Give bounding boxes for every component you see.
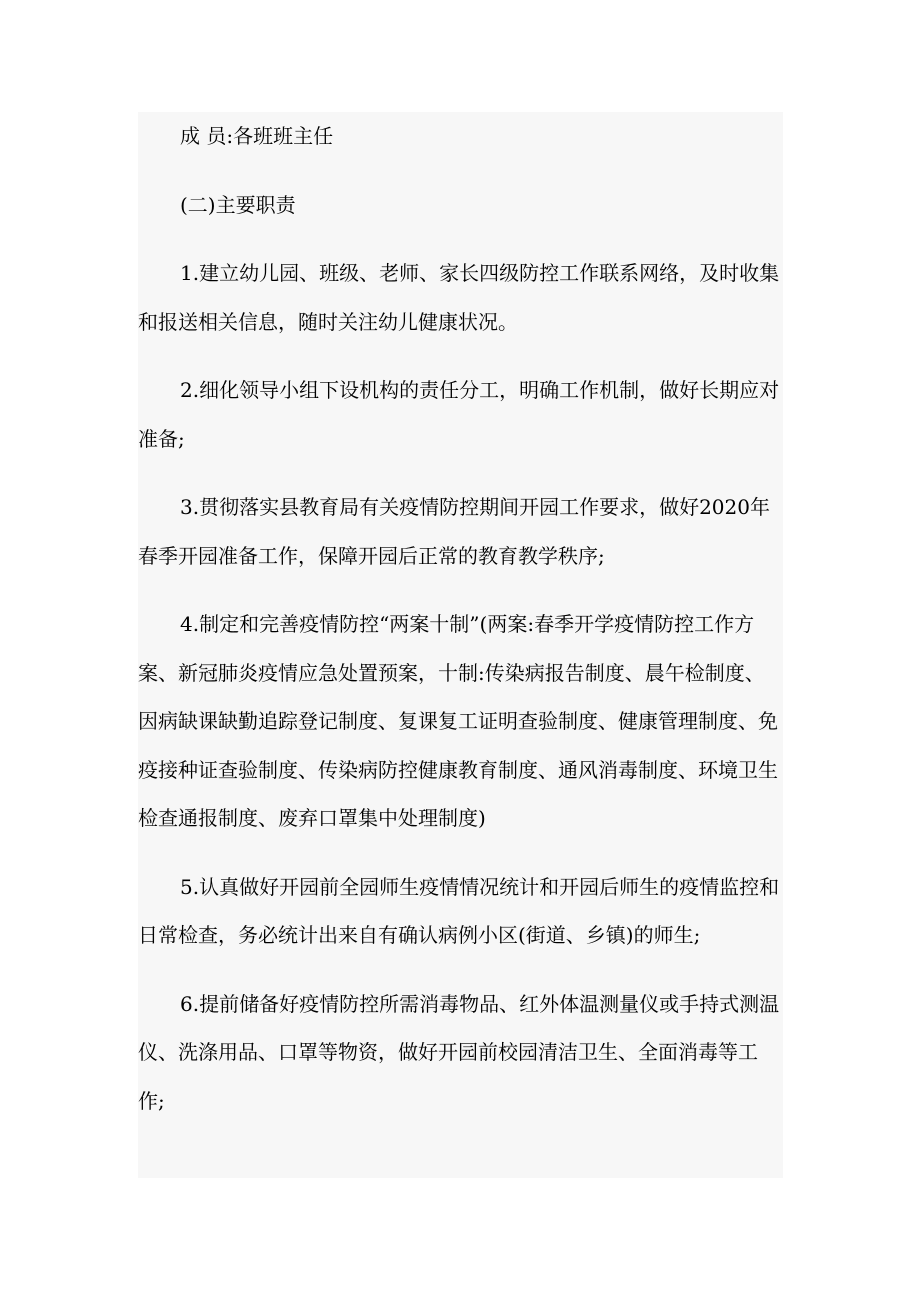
duty-paragraph-4: 4.制定和完善疫情防控“两案十制”(两案:春季开学疫情防控工作方案、新冠肺炎疫情应急处置预案，十制:传染病报告制度、晨午检制度、因病缺课缺勤追踪登记制度、复课复工证明查验制度、健康管理制度、免疫接种证查验制度、传染病防控健康教育制度、通风消毒制度、环境卫生检查通报制度、废弃口罩集中处理制度) (138, 612, 778, 830)
duty-paragraph-1: 1.建立幼儿园、班级、老师、家长四级防控工作联系网络，及时收集和报送相关信息，随时关注幼儿健康状况。 (138, 261, 780, 334)
document-body (138, 112, 783, 1125)
duty-paragraph-6: 6.提前储备好疫情防控所需消毒物品、红外体温测量仪或手持式测温仪、洗涤用品、口罩等物资，做好开园前校园清洁卫生、全面消毒等工作; (138, 991, 780, 1113)
duty-paragraph-5: 5.认真做好开园前全园师生疫情情况统计和开园后师生的疫情监控和日常检查，务必统计出来自有确认病例小区(街道、乡镇)的师生; (138, 874, 780, 947)
section-heading: (二)主要职责 (180, 192, 296, 217)
members-line: 成 员:各班班主任 (180, 124, 334, 148)
duty-paragraph-3: 3.贯彻落实县教育局有关疫情防控期间开园工作要求，做好2020年春季开园准备工作，保障开园后正常的教育教学秩序; (138, 495, 770, 568)
document-page (138, 112, 783, 1178)
duty-paragraph-2: 2.细化领导小组下设机构的责任分工，明确工作机制，做好长期应对准备; (138, 378, 780, 451)
